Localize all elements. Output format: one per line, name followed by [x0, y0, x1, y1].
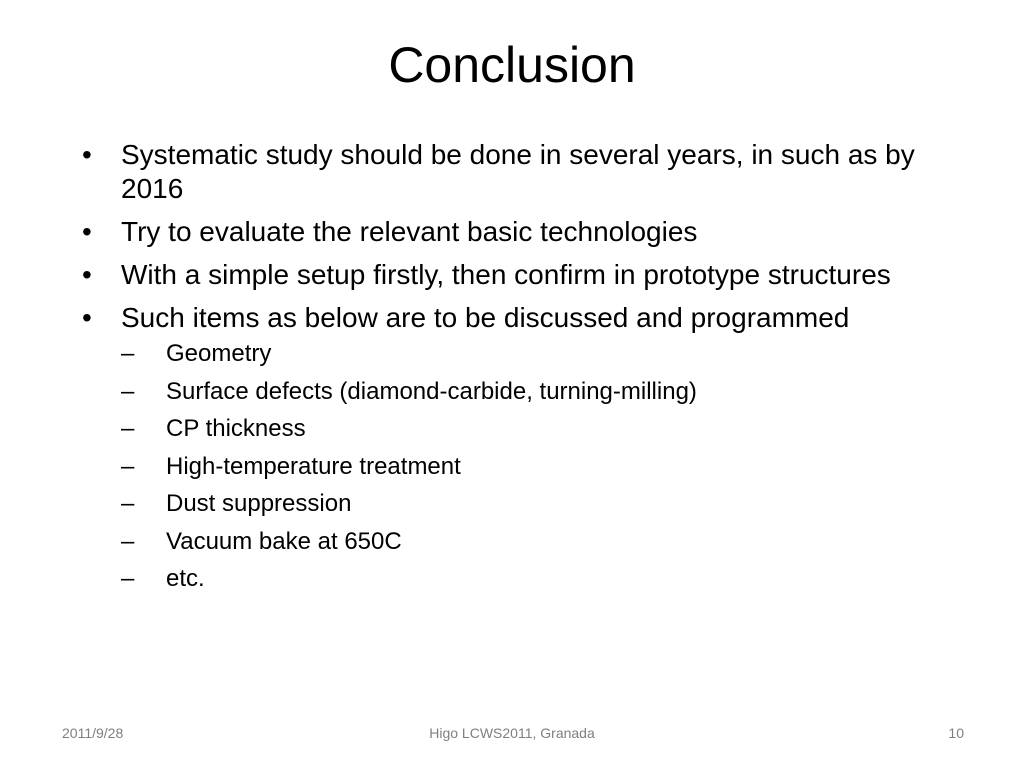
sub-bullet-item: [121, 339, 970, 369]
bullet-item: [80, 258, 970, 292]
dash-marker: –: [121, 452, 135, 480]
bullet-list: [80, 138, 970, 594]
bullet-marker: •: [82, 259, 92, 290]
bullet-text: Such items as below are to be discussed and programmed: [121, 302, 850, 333]
sub-bullet-text: Surface defects (diamond-carbide, turning-milling): [166, 377, 697, 405]
bullet-item: [80, 138, 970, 206]
bullet-marker: •: [82, 302, 92, 333]
sub-bullet-item: [121, 414, 970, 444]
bullet-text: Systematic study should be done in several years, in such as by 2016: [121, 139, 915, 204]
sub-bullet-item: [121, 489, 970, 519]
bullet-item: [80, 301, 970, 594]
dash-marker: –: [121, 490, 135, 517]
footer-date: 2011/9/28: [62, 725, 124, 741]
sub-bullet-text: High-temperature treatment: [166, 452, 461, 480]
sub-bullet-text: Geometry: [166, 340, 272, 367]
sub-bullet-item: [121, 527, 970, 557]
sub-bullet-item: [121, 564, 970, 594]
bullet-text: With a simple setup firstly, then confirm in prototype structures: [121, 259, 891, 290]
sub-bullet-item: [121, 452, 970, 482]
footer-center-text: Higo LCWS2011, Granada: [429, 725, 595, 741]
dash-marker: –: [121, 415, 135, 442]
dash-marker: –: [121, 565, 135, 592]
dash-marker: –: [121, 377, 135, 405]
page-number: 10: [948, 725, 964, 741]
sub-bullet-item: [121, 377, 970, 407]
dash-marker: –: [121, 340, 135, 367]
sub-bullet-text: Vacuum bake at 650C: [166, 527, 402, 555]
slide-title: Conclusion: [388, 37, 636, 93]
sub-bullet-text: Dust suppression: [166, 490, 352, 517]
sub-bullet-text: etc.: [166, 565, 205, 592]
sub-bullet-text: CP thickness: [166, 415, 306, 442]
slide-content: [80, 138, 970, 603]
dash-marker: –: [121, 527, 135, 555]
bullet-marker: •: [82, 216, 92, 247]
sub-bullet-list: [121, 339, 970, 594]
bullet-item: [80, 215, 970, 249]
bullet-marker: •: [82, 139, 92, 170]
bullet-text: Try to evaluate the relevant basic technologies: [121, 216, 698, 247]
